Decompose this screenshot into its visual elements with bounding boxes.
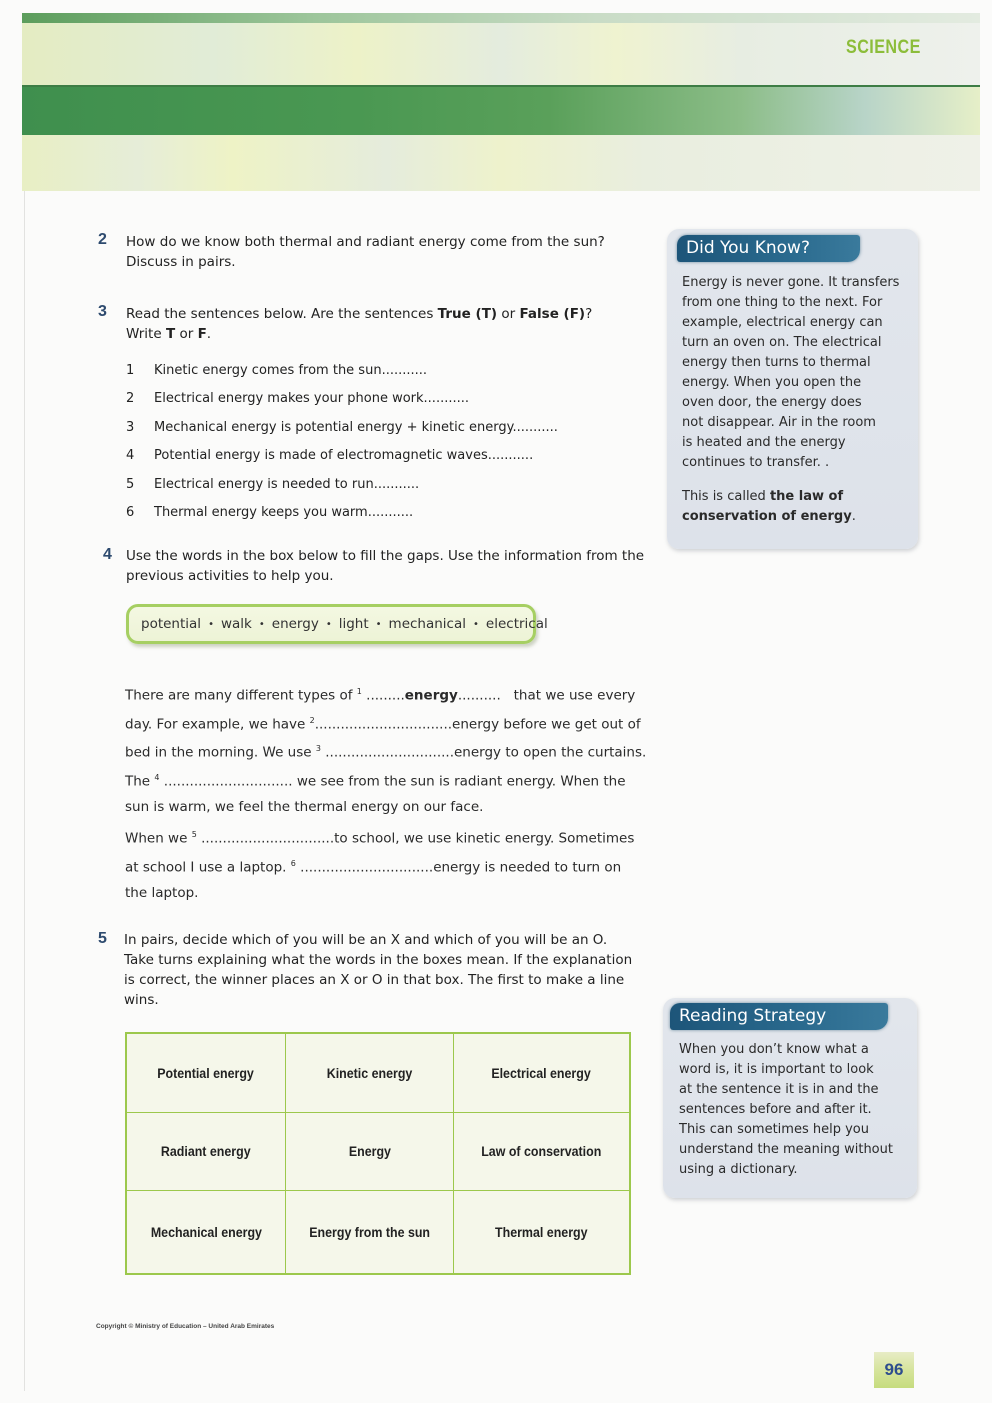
- item-number: 3: [126, 419, 135, 435]
- reading-strategy-line: When you don’t know what a: [679, 1042, 869, 1057]
- grid-cell[interactable]: [454, 1191, 629, 1273]
- passage-text: energy before we get out of: [452, 716, 641, 733]
- reading-strategy-line: This can sometimes help you: [679, 1122, 869, 1137]
- item-number: 1: [126, 362, 135, 378]
- word-bank-word: energy: [271, 616, 319, 632]
- gap-number: 4: [154, 773, 160, 783]
- item-number: 6: [126, 505, 135, 521]
- passage-text: energy to open the curtains.: [453, 744, 647, 761]
- activity-2-line-2: Discuss in pairs.: [126, 254, 236, 270]
- activity-5-line-4: wins.: [124, 992, 159, 1008]
- gap-number: 1: [356, 687, 362, 696]
- closing-text: This is called: [682, 489, 770, 504]
- item-number: 2: [126, 391, 135, 407]
- activity-2-prompt: [126, 232, 605, 272]
- reading-strategy-line: understand the meaning without: [679, 1142, 893, 1157]
- did-you-know-body: [682, 273, 899, 527]
- page-number: 96: [874, 1352, 914, 1388]
- passage-text: day. For example, we have: [125, 716, 310, 733]
- passage-line: sun is warm, we feel the thermal energy on our face.: [125, 798, 484, 815]
- bullet-separator: •: [375, 618, 382, 630]
- item-number: 5: [126, 476, 135, 492]
- word-bank-word: electrical: [485, 616, 548, 632]
- passage-line: [125, 735, 647, 764]
- reading-strategy-line: word is, it is important to look: [679, 1062, 874, 1077]
- did-you-know-line: turn an oven on. The electrical: [682, 335, 882, 350]
- subject-label: SCIENCE: [846, 37, 921, 58]
- grid-cell-label: Electrical energy: [491, 1065, 592, 1081]
- activity-3-text: Write: [126, 326, 166, 342]
- passage-line: [125, 707, 641, 736]
- word-bank-box: [126, 604, 548, 644]
- true-false-item[interactable]: [126, 470, 596, 499]
- grid-cell[interactable]: [127, 1113, 286, 1191]
- reading-strategy-body: [679, 1040, 893, 1180]
- reading-strategy-box: [663, 998, 917, 1198]
- grid-cell-label: Thermal energy: [495, 1224, 588, 1240]
- bullet-separator: •: [473, 618, 479, 630]
- grid-cell-label: Kinetic energy: [326, 1065, 413, 1081]
- gap-number: 2: [309, 715, 315, 725]
- passage-line: [125, 764, 635, 793]
- grid-cell[interactable]: [127, 1191, 286, 1273]
- banner-light-strip-upper: [22, 23, 980, 85]
- passage-text: that we use every: [500, 687, 636, 704]
- passage-text: to school, we use kinetic energy. Sometimes: [334, 830, 635, 847]
- item-number: 4: [126, 448, 135, 464]
- page-edge-line: [24, 191, 25, 1391]
- item-text: Mechanical energy is potential energy + kinetic energy...........: [154, 419, 558, 435]
- activity-4-line-2: previous activities to help you.: [126, 568, 334, 584]
- true-label: True (T): [437, 306, 498, 322]
- gap-dots[interactable]: .........: [361, 687, 405, 704]
- copyright-notice: Copyright © Ministry of Education – United Arab Emirates: [96, 1323, 275, 1330]
- item-text: Potential energy is made of electromagnetic waves...........: [154, 448, 534, 464]
- grid-cell-label: Mechanical energy: [150, 1224, 262, 1240]
- word-bank-word: light: [338, 616, 369, 632]
- word-bank-word: walk: [220, 616, 252, 632]
- true-false-item[interactable]: [126, 413, 596, 442]
- passage-text: at school I use a laptop.: [125, 859, 291, 876]
- closing-bold: conservation of energy: [682, 509, 852, 524]
- activity-3-text: .: [206, 326, 212, 342]
- activity-3-line-1: [126, 304, 592, 324]
- false-label: False (F): [519, 306, 586, 322]
- grid-cell[interactable]: [454, 1034, 629, 1113]
- activity-5-prompt: [124, 930, 632, 1010]
- activity-3-text: or: [175, 326, 198, 342]
- activity-5-line-1: In pairs, decide which of you will be an X and which of you will be an O.: [124, 932, 608, 948]
- activity-5-number: 5: [98, 930, 107, 947]
- activity-4-number: 4: [103, 546, 112, 563]
- true-false-list: [126, 356, 596, 527]
- grid-cell[interactable]: [286, 1191, 454, 1273]
- banner-light-strip-lower: [22, 135, 980, 191]
- t-label: T: [165, 326, 176, 342]
- word-bank-word: mechanical: [388, 616, 467, 632]
- f-label: F: [197, 326, 207, 342]
- reading-strategy-line: sentences before and after it.: [679, 1102, 872, 1117]
- passage-text: There are many different types of: [125, 687, 357, 704]
- true-false-item[interactable]: [126, 499, 596, 528]
- gap-blank-5[interactable]: ...............................: [196, 830, 335, 847]
- activity-2-number: 2: [98, 231, 107, 248]
- spacer: [682, 473, 899, 487]
- activity-5-line-3: is correct, the winner places an X or O in that box. The first to make a line: [124, 972, 625, 988]
- gap-number: 3: [315, 744, 321, 754]
- bullet-separator: •: [258, 618, 265, 630]
- did-you-know-line: energy. When you open the: [682, 375, 862, 390]
- bullet-separator: •: [208, 618, 214, 630]
- passage-text: we see from the sun is radiant energy. When the: [292, 773, 626, 790]
- reading-strategy-line: using a dictionary.: [679, 1162, 798, 1177]
- grid-cell[interactable]: [286, 1113, 454, 1191]
- activity-2-line-1: How do we know both thermal and radiant energy come from the sun?: [126, 234, 605, 250]
- activity-3-text: Read the sentences below. Are the sentences: [126, 306, 438, 322]
- did-you-know-line: energy then turns to thermal: [682, 355, 871, 370]
- activity-3-text: or: [497, 306, 520, 322]
- grid-cell[interactable]: [286, 1034, 454, 1113]
- did-you-know-closing: [682, 487, 899, 507]
- closing-text: .: [851, 509, 856, 524]
- did-you-know-line: example, electrical energy can: [682, 315, 883, 330]
- closing-bold: the law of: [769, 489, 844, 504]
- activity-3-text: ?: [585, 306, 593, 322]
- banner-top-stripe: [22, 13, 980, 23]
- grid-cell-label: Radiant energy: [161, 1144, 251, 1159]
- gap-number: 6: [290, 859, 296, 869]
- did-you-know-closing: [682, 507, 899, 527]
- passage-line: [125, 821, 635, 850]
- activity-3-number: 3: [98, 303, 107, 320]
- did-you-know-line: from one thing to the next. For: [682, 295, 883, 310]
- gap-blank-6[interactable]: ...............................: [295, 859, 434, 876]
- passage-text: energy is needed to turn on: [433, 859, 622, 876]
- bullet-separator: •: [325, 618, 332, 630]
- activity-3-line-2: [126, 324, 592, 344]
- did-you-know-line: not disappear. Air in the room: [682, 415, 876, 430]
- gap-blank-2[interactable]: ................................: [314, 716, 453, 733]
- did-you-know-line: oven door, the energy does: [682, 395, 862, 410]
- true-false-item[interactable]: [126, 356, 596, 385]
- grid-cell-label: Energy from the sun: [309, 1224, 430, 1240]
- header-banner: [22, 13, 980, 191]
- activity-4-prompt: [126, 546, 644, 586]
- item-text: Kinetic energy comes from the sun...........: [154, 362, 428, 378]
- did-you-know-box: [667, 229, 918, 549]
- true-false-item[interactable]: [126, 442, 596, 471]
- item-text: Electrical energy makes your phone work...........: [154, 391, 470, 407]
- grid-cell-label: Law of conservation: [481, 1144, 602, 1159]
- gap-dots[interactable]: ..........: [457, 687, 501, 704]
- true-false-item[interactable]: [126, 385, 596, 414]
- passage-line: [125, 678, 635, 707]
- passage-text: bed in the morning. We use: [125, 744, 316, 761]
- grid-cell-label: Energy: [348, 1144, 391, 1159]
- activity-3-prompt: [126, 304, 592, 344]
- reading-strategy-title: Reading Strategy: [670, 1003, 888, 1030]
- did-you-know-line: continues to transfer. .: [682, 455, 830, 470]
- passage-text: The: [125, 773, 155, 790]
- passage-line: the laptop.: [125, 884, 199, 901]
- gap-fill-passage: [125, 678, 647, 908]
- gap-number: 5: [191, 830, 197, 840]
- did-you-know-title: Did You Know?: [677, 235, 860, 262]
- activity-4-line-1: Use the words in the box below to fill the gaps. Use the information from the: [126, 548, 645, 564]
- gap-answer-example: energy: [404, 687, 458, 704]
- grid-cell[interactable]: [127, 1034, 286, 1113]
- grid-cell[interactable]: [454, 1113, 629, 1191]
- item-text: Thermal energy keeps you warm...........: [154, 505, 414, 521]
- activity-5-line-2: Take turns explaining what the words in the boxes mean. If the explanation: [124, 952, 633, 968]
- tic-tac-toe-grid: [125, 1032, 631, 1275]
- passage-line: [125, 850, 635, 879]
- did-you-know-line: Energy is never gone. It transfers: [682, 275, 900, 290]
- item-text: Electrical energy is needed to run...........: [154, 476, 420, 492]
- word-bank-word: potential: [141, 616, 202, 632]
- gap-blank-3[interactable]: ..............................: [320, 744, 454, 761]
- grid-cell-label: Potential energy: [157, 1065, 255, 1081]
- reading-strategy-line: at the sentence it is in and the: [679, 1082, 879, 1097]
- banner-green-band: [22, 85, 980, 137]
- passage-text: When we: [125, 830, 192, 847]
- did-you-know-line: is heated and the energy: [682, 435, 846, 450]
- gap-blank-4[interactable]: ..............................: [159, 773, 293, 790]
